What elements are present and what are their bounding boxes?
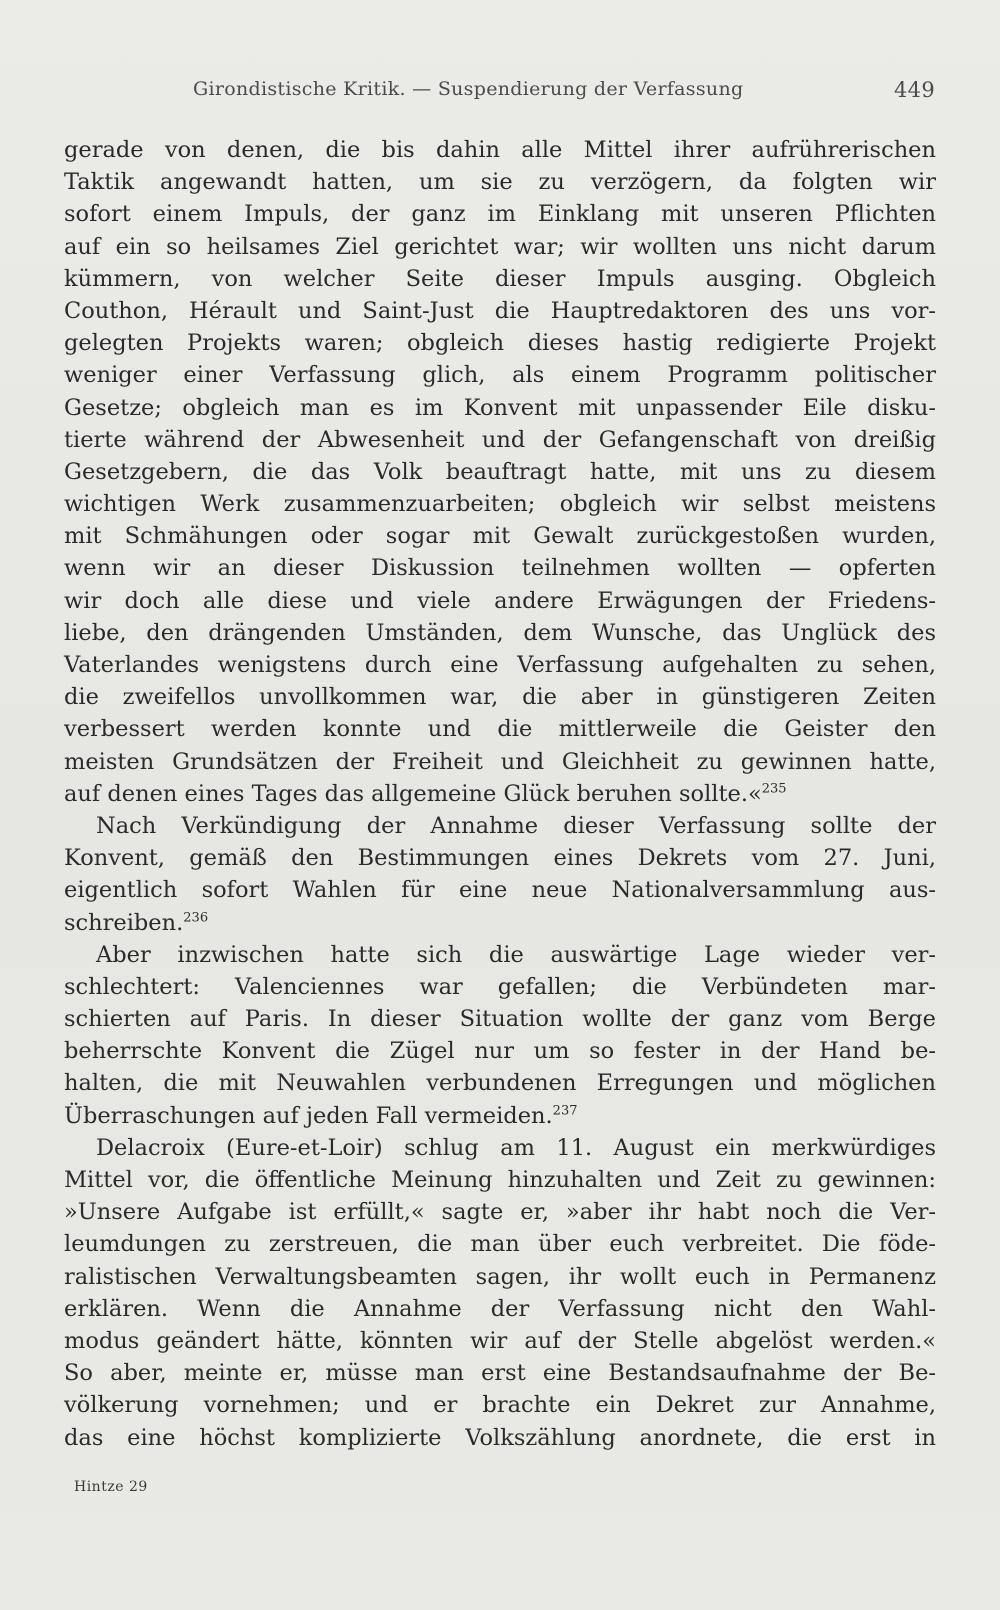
text-line-content: Couthon, Hérault und Saint-Just die Hauptredaktoren des uns vor- xyxy=(64,297,936,324)
text-line xyxy=(64,231,936,263)
text-line xyxy=(64,1164,936,1196)
text-line-content: verbessert werden konnte und die mittlerweile die Geister den xyxy=(64,716,936,743)
text-line xyxy=(64,295,936,327)
text-line-content: Delacroix (Eure-et-Loir) schlug am 11. August ein merkwürdiges xyxy=(96,1134,936,1161)
text-line xyxy=(64,778,936,810)
page-number: 449 xyxy=(894,78,935,102)
text-line-content: weniger einer Verfassung glich, als einem Programm politischer xyxy=(64,362,936,389)
text-line-content: tierte während der Abwesenheit und der Gefangenschaft von dreißig xyxy=(64,426,936,453)
text-line xyxy=(64,263,936,295)
text-line xyxy=(64,971,936,1003)
text-line xyxy=(64,134,936,166)
text-line-content: liebe, den drängenden Umständen, dem Wunsche, das Unglück des xyxy=(64,619,936,646)
text-line-content: schierten auf Paris. In dieser Situation wollte der ganz vom Berge xyxy=(64,1006,936,1033)
text-line-content: Vaterlandes wenigstens durch eine Verfassung aufgehalten zu sehen, xyxy=(64,652,936,678)
text-line xyxy=(64,1003,936,1035)
text-line-content: völkerung vornehmen; und er brachte ein Dekret zur Annahme, xyxy=(64,1392,936,1419)
text-line-content: gelegten Projekts waren; obgleich dieses hastig redigierte Projekt xyxy=(64,330,936,357)
text-line xyxy=(64,1132,936,1164)
text-line xyxy=(64,617,936,649)
footnote-reference: 236 xyxy=(183,910,209,925)
text-line-content: So aber, meinte er, müsse man erst eine Bestandsaufnahme der Be- xyxy=(64,1360,936,1387)
text-line xyxy=(64,874,936,906)
text-line xyxy=(64,810,936,842)
text-line-content: schlechtert: Valenciennes war gefallen; die Verbündeten mar- xyxy=(64,973,936,1000)
text-line xyxy=(64,1261,936,1293)
text-line-content: Mittel vor, die öffentliche Meinung hinzuhalten und Zeit zu gewinnen: xyxy=(64,1167,936,1193)
text-line xyxy=(64,552,936,584)
text-line xyxy=(64,1196,936,1228)
text-line-content: wir doch alle diese und viele andere Erwägungen der Friedens- xyxy=(64,587,936,614)
text-line-content: wichtigen Werk zusammenzuarbeiten; obgleich wir selbst meistens xyxy=(64,491,936,518)
text-line-content: das eine höchst komplizierte Volkszählung anordnete, die erst in xyxy=(64,1424,936,1451)
text-line-content: schreiben. xyxy=(64,909,184,936)
text-line xyxy=(64,456,936,488)
text-line-content: »Unsere Aufgabe ist erfüllt,« sagte er, »aber ihr habt noch die Ver- xyxy=(64,1199,936,1226)
text-line-content: Konvent, gemäß den Bestimmungen eines Dekrets vom 27. Juni, xyxy=(64,845,936,872)
footnote-reference: 237 xyxy=(552,1103,578,1119)
text-line-content: Überraschungen auf jeden Fall vermeiden. xyxy=(64,1102,553,1129)
text-line xyxy=(64,424,936,456)
text-line xyxy=(64,359,936,391)
text-line-content: erklären. Wenn die Annahme der Verfassung nicht den Wahl- xyxy=(64,1295,936,1322)
text-line xyxy=(64,198,936,230)
text-line xyxy=(64,939,936,971)
text-line-content: meisten Grundsätzen der Freiheit und Gleichheit zu gewinnen hatte, xyxy=(64,748,936,775)
text-line-content: Taktik angewandt hatten, um sie zu verzögern, da folgten wir xyxy=(64,169,936,196)
text-line xyxy=(64,842,936,874)
text-line-content: kümmern, von welcher Seite dieser Impuls ausging. Obgleich xyxy=(64,265,936,292)
body-text xyxy=(64,134,936,1454)
text-line xyxy=(64,1067,936,1099)
text-line xyxy=(64,1228,936,1260)
text-line-content: auf denen eines Tages das allgemeine Glück beruhen sollte.« xyxy=(64,780,762,807)
printer-signature: Hintze 29 xyxy=(74,1479,148,1495)
text-line xyxy=(64,166,936,198)
text-line xyxy=(64,1035,936,1067)
text-line xyxy=(64,585,936,617)
text-line-content: Gesetzgebern, die das Volk beauftragt hatte, mit uns zu diesem xyxy=(64,458,936,485)
text-line-content: leumdungen zu zerstreuen, die man über euch verbreitet. Die föde- xyxy=(64,1231,936,1258)
text-line xyxy=(64,1293,936,1325)
running-head: Girondistische Kritik. — Suspendierung der Verfassung xyxy=(193,78,744,100)
footnote-reference: 235 xyxy=(761,781,787,797)
text-line xyxy=(64,327,936,359)
text-line-content: halten, die mit Neuwahlen verbundenen Erregungen und möglichen xyxy=(64,1070,936,1097)
text-line xyxy=(64,1357,936,1389)
text-line-content: mit Schmähungen oder sogar mit Gewalt zurückgestoßen wurden, xyxy=(64,523,936,550)
text-line xyxy=(64,1389,936,1421)
text-line-content: die zweifellos unvollkommen war, die aber in günstigeren Zeiten xyxy=(64,684,936,711)
text-line xyxy=(64,681,936,713)
text-line-content: modus geändert hätte, könnten wir auf der Stelle abgelöst werden.« xyxy=(64,1327,936,1354)
text-line xyxy=(64,713,936,745)
text-line-content: Aber inzwischen hatte sich die auswärtige Lage wieder ver- xyxy=(96,941,936,968)
text-line-content: auf ein so heilsames Ziel gerichtet war; wir wollten uns nicht darum xyxy=(64,233,936,260)
text-line xyxy=(64,1100,936,1132)
text-line-content: gerade von denen, die bis dahin alle Mittel ihrer aufrührerischen xyxy=(64,137,936,163)
text-line xyxy=(64,488,936,520)
text-line xyxy=(64,907,936,939)
text-line xyxy=(64,520,936,552)
text-line-content: Nach Verkündigung der Annahme dieser Verfassung sollte der xyxy=(96,812,936,839)
text-line-content: sofort einem Impuls, der ganz im Einklang mit unseren Pflichten xyxy=(64,201,936,228)
page-header xyxy=(193,78,935,108)
text-line xyxy=(64,392,936,424)
text-line-content: eigentlich sofort Wahlen für eine neue Nationalversammlung aus- xyxy=(64,877,936,904)
text-line xyxy=(64,1422,936,1454)
text-line-content: ralistischen Verwaltungsbeamten sagen, ihr wollt euch in Permanenz xyxy=(64,1263,936,1290)
text-line xyxy=(64,1325,936,1357)
text-line-content: wenn wir an dieser Diskussion teilnehmen wollten — opferten xyxy=(64,555,936,582)
text-line-content: beherrschte Konvent die Zügel nur um so fester in der Hand be- xyxy=(64,1038,936,1065)
text-line xyxy=(64,649,936,681)
text-line xyxy=(64,746,936,778)
text-line-content: Gesetze; obgleich man es im Konvent mit unpassender Eile disku- xyxy=(64,394,936,421)
